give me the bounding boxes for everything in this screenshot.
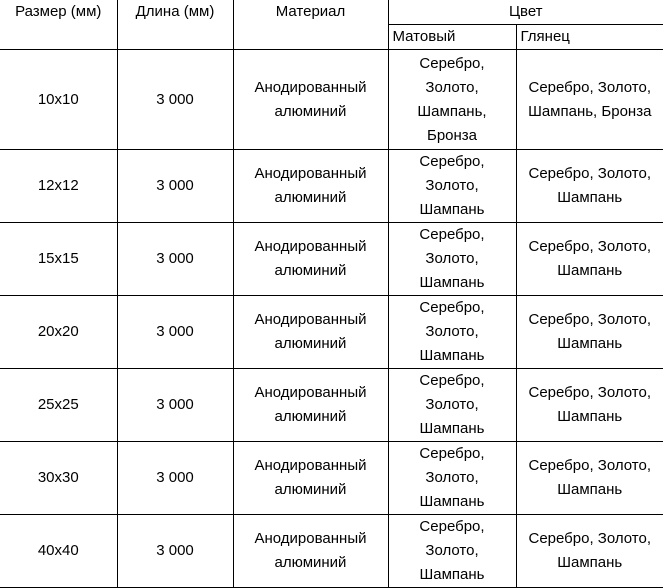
cell-length: 3 000 <box>117 50 233 150</box>
table-row <box>0 515 663 588</box>
cell-length: 3 000 <box>117 223 233 296</box>
cell-gloss-line: Серебро, Золото, <box>528 384 652 401</box>
table-row <box>0 50 663 150</box>
cell-gloss-line: Шампань <box>557 481 623 498</box>
cell-gloss-line: Шампань <box>557 262 623 279</box>
cell-matte-line: Золото, <box>425 469 479 486</box>
cell-size: 20x20 <box>0 296 117 369</box>
material-line: Анодированный <box>254 238 367 255</box>
material-line: алюминий <box>274 262 347 279</box>
cell-matte-line: Золото, <box>425 250 479 267</box>
material-line: алюминий <box>274 554 347 571</box>
material-line: Анодированный <box>254 78 367 96</box>
cell-matte <box>388 442 516 515</box>
cell-gloss <box>516 296 663 369</box>
material-line: алюминий <box>274 481 347 498</box>
cell-matte-line: Серебро, <box>419 518 485 535</box>
material-line: алюминий <box>274 408 347 425</box>
cell-matte-line: Шампань <box>419 566 485 583</box>
cell-matte-line: Шампань <box>419 420 485 437</box>
cell-gloss-line: Серебро, Золото, <box>528 165 652 182</box>
cell-matte-line: Шампань <box>419 274 485 291</box>
cell-gloss-line: Серебро, Золото, <box>528 311 652 328</box>
cell-gloss <box>516 369 663 442</box>
material-line: Анодированный <box>254 457 367 474</box>
cell-gloss-line: Шампань <box>557 189 623 206</box>
cell-matte-line: Золото, <box>425 323 479 340</box>
cell-gloss-line: Серебро, Золото, <box>528 530 652 547</box>
table-row <box>0 223 663 296</box>
table-body <box>0 50 663 588</box>
material-line: Анодированный <box>254 165 367 182</box>
table-row <box>0 442 663 515</box>
cell-matte-line: Серебро, <box>419 226 485 243</box>
cell-matte <box>388 223 516 296</box>
cell-matte-line: Бронза <box>426 126 478 144</box>
cell-gloss <box>516 223 663 296</box>
cell-matte <box>388 515 516 588</box>
cell-gloss-line: Серебро, Золото, <box>528 238 652 255</box>
header-row <box>0 0 663 25</box>
cell-length: 3 000 <box>117 515 233 588</box>
header-length: Длина (мм) <box>117 0 233 50</box>
cell-matte-line: Серебро, <box>419 445 485 462</box>
cell-matte <box>388 296 516 369</box>
cell-material <box>233 150 388 223</box>
material-line: алюминий <box>274 335 347 352</box>
cell-matte-line: Золото, <box>425 78 479 96</box>
cell-length: 3 000 <box>117 150 233 223</box>
cell-matte-line: Серебро, <box>419 153 485 170</box>
cell-length: 3 000 <box>117 296 233 369</box>
cell-matte <box>388 50 516 150</box>
cell-material <box>233 369 388 442</box>
cell-gloss-line: Шампань <box>557 335 623 352</box>
cell-gloss-line: Серебро, Золото, <box>528 457 652 474</box>
cell-material <box>233 515 388 588</box>
cell-matte-line: Серебро, <box>419 299 485 316</box>
cell-size: 15x15 <box>0 223 117 296</box>
cell-gloss-line: Серебро, Золото, <box>528 78 652 96</box>
header-size: Размер (мм) <box>0 0 117 50</box>
cell-matte-line: Серебро, <box>419 54 485 72</box>
cell-length: 3 000 <box>117 369 233 442</box>
cell-length: 3 000 <box>117 442 233 515</box>
table-row <box>0 369 663 442</box>
cell-size: 25x25 <box>0 369 117 442</box>
cell-gloss-line: Шампань, Бронза <box>528 102 652 120</box>
header-gloss: Глянец <box>516 25 663 50</box>
cell-matte-line: Шампань <box>419 493 485 510</box>
table-row <box>0 150 663 223</box>
cell-matte <box>388 369 516 442</box>
header-matte: Матовый <box>388 25 516 50</box>
cell-material <box>233 223 388 296</box>
cell-gloss-line: Шампань <box>557 554 623 571</box>
header-material: Материал <box>233 0 388 50</box>
cell-matte-line: Золото, <box>425 542 479 559</box>
cell-size: 30x30 <box>0 442 117 515</box>
cell-material <box>233 442 388 515</box>
cell-matte-line: Золото, <box>425 177 479 194</box>
cell-material <box>233 296 388 369</box>
cell-matte-line: Золото, <box>425 396 479 413</box>
material-line: алюминий <box>274 102 347 120</box>
material-line: алюминий <box>274 189 347 206</box>
cell-size: 40x40 <box>0 515 117 588</box>
table-row <box>0 296 663 369</box>
material-line: Анодированный <box>254 384 367 401</box>
cell-matte-line: Шампань <box>419 201 485 218</box>
material-line: Анодированный <box>254 311 367 328</box>
material-line: Анодированный <box>254 530 367 547</box>
header-color: Цвет <box>388 0 663 25</box>
cell-gloss <box>516 442 663 515</box>
cell-gloss <box>516 515 663 588</box>
cell-matte-line: Шампань, <box>417 102 487 120</box>
cell-gloss <box>516 150 663 223</box>
cell-size: 10x10 <box>0 50 117 150</box>
cell-matte-line: Серебро, <box>419 372 485 389</box>
cell-matte-line: Шампань <box>419 347 485 364</box>
cell-matte <box>388 150 516 223</box>
cell-material <box>233 50 388 150</box>
cell-gloss-line: Шампань <box>557 408 623 425</box>
cell-size: 12x12 <box>0 150 117 223</box>
cell-gloss <box>516 50 663 150</box>
